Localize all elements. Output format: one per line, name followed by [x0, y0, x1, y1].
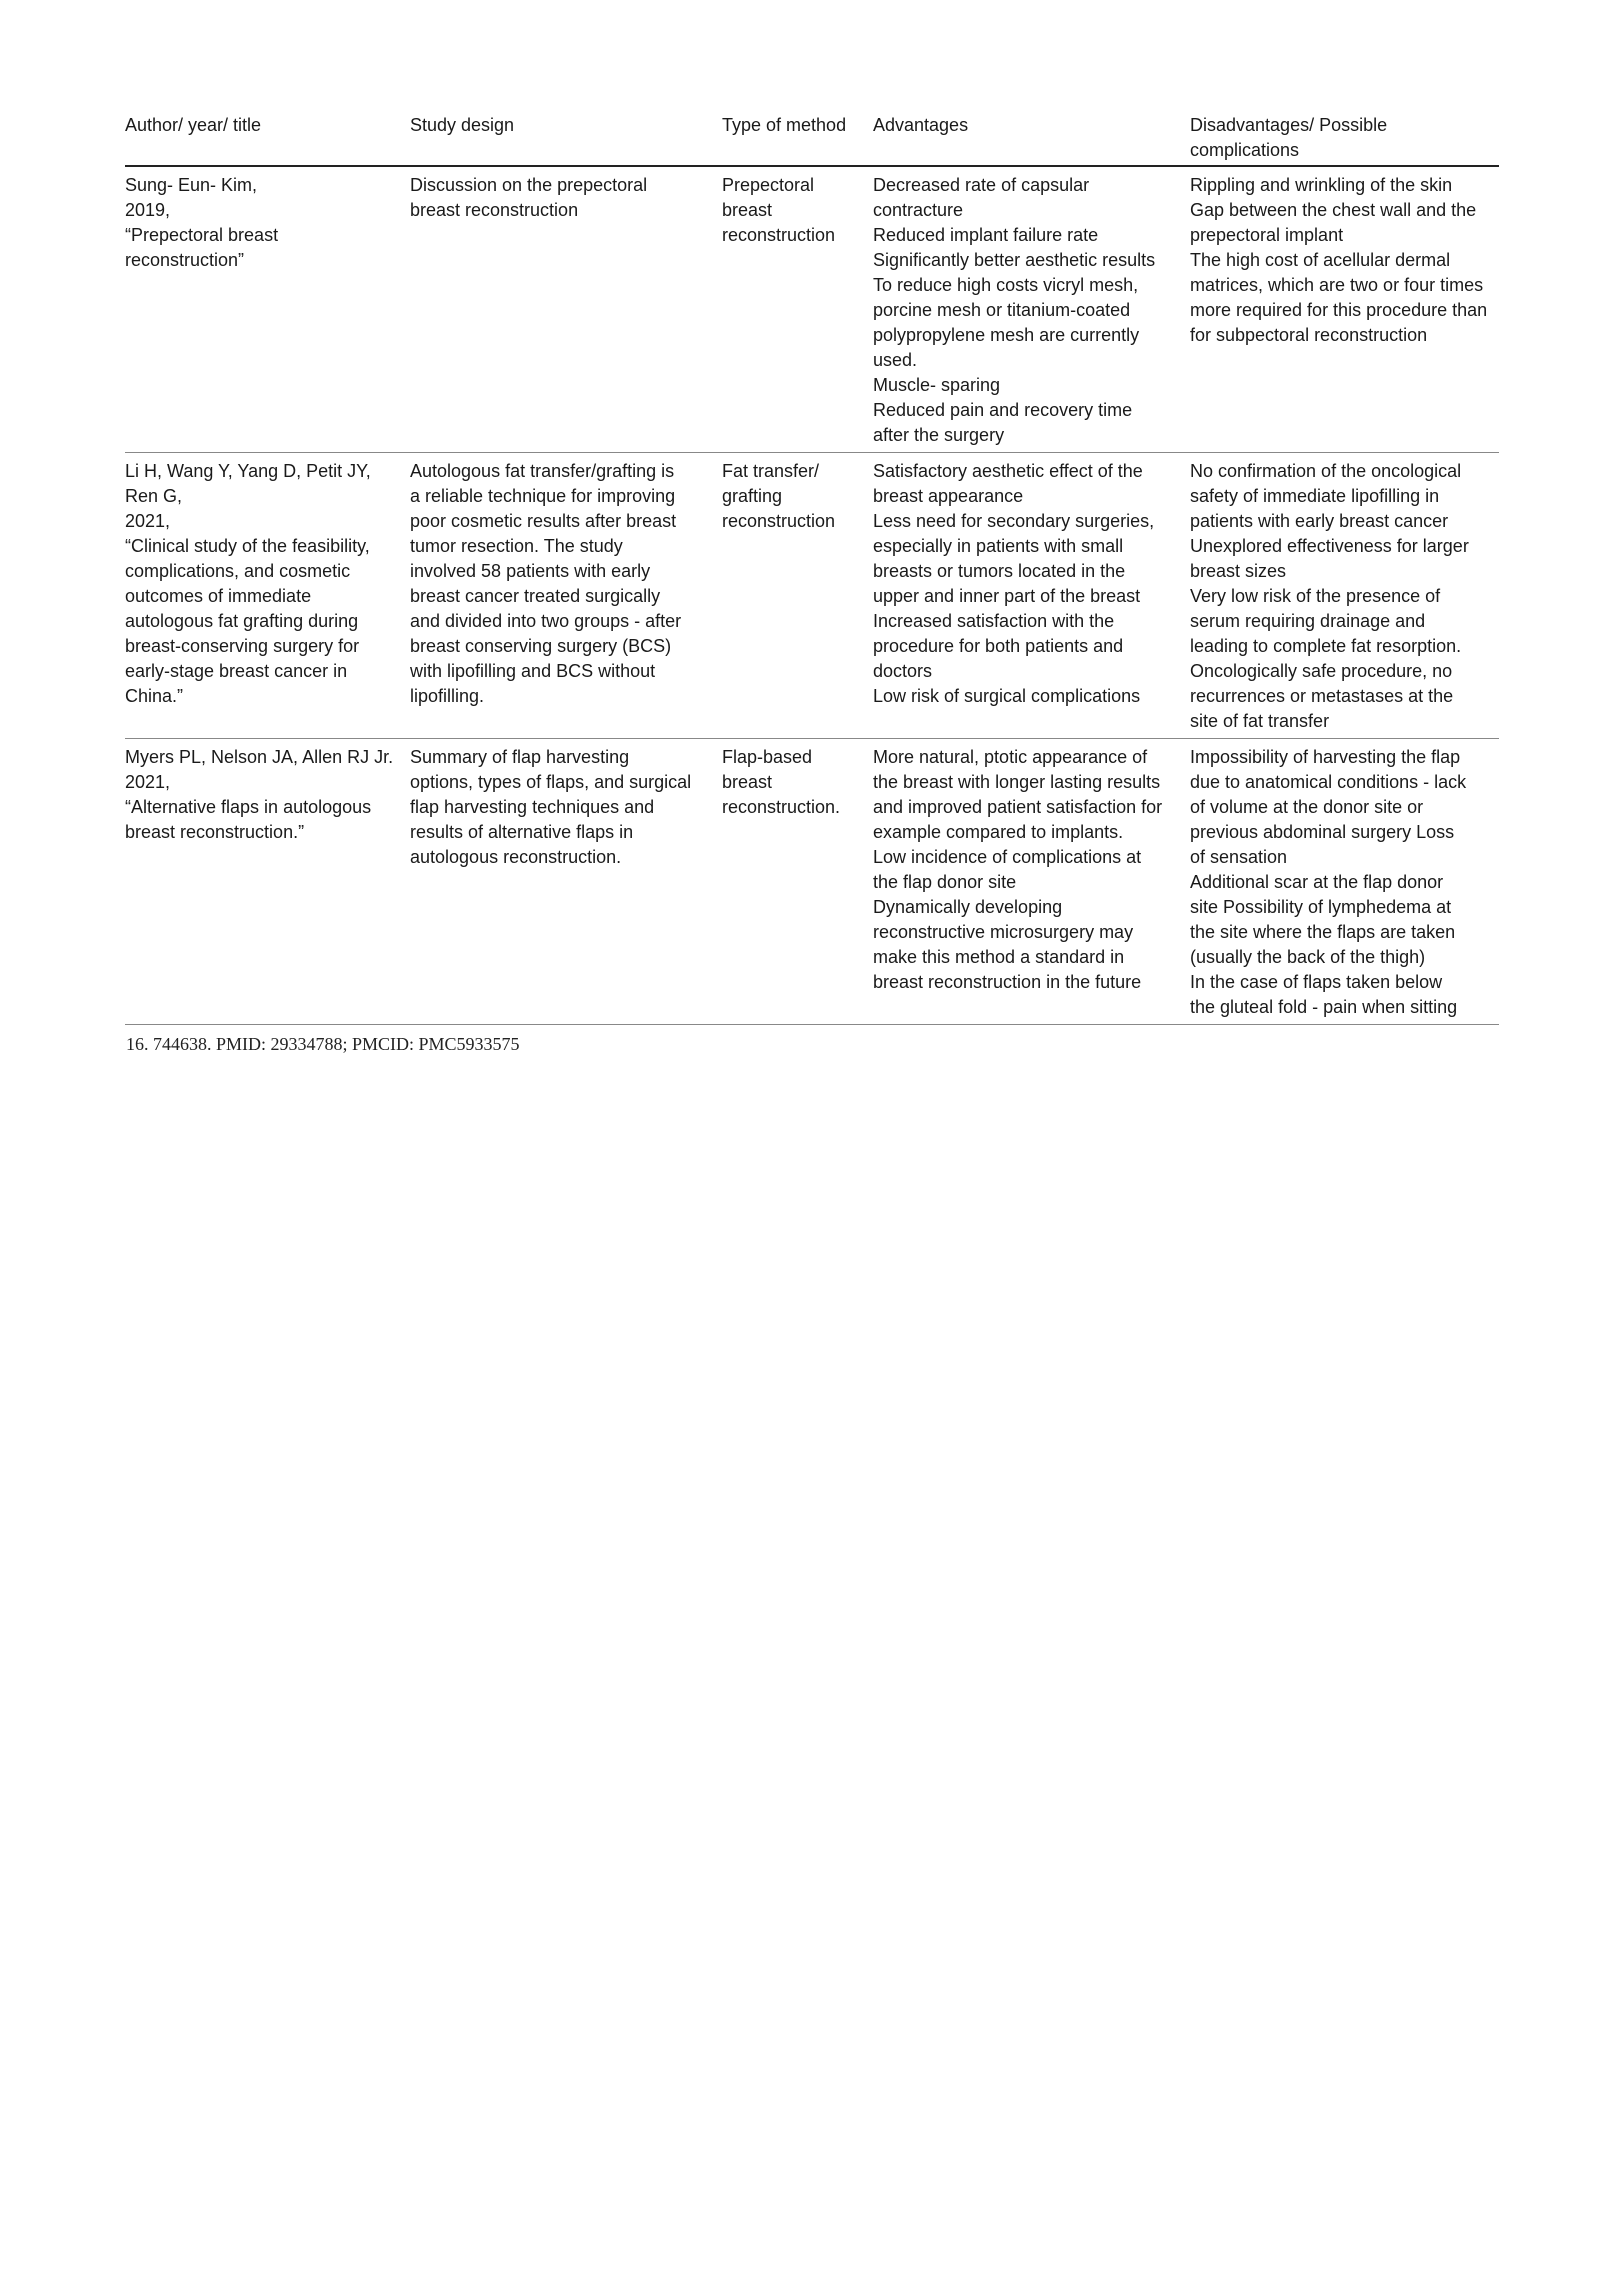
cell-text-line: safety of immediate lipofilling in: [1190, 486, 1440, 506]
cell-text-line: Ren G,: [125, 486, 183, 506]
cell-text-line: flap harvesting techniques and: [410, 797, 655, 817]
cell-text-line: Low risk of surgical complications: [873, 686, 1141, 706]
cell-text-line: previous abdominal surgery Loss: [1190, 822, 1455, 842]
cell-text-line: Dynamically developing: [873, 897, 1063, 917]
cell-text-line: more required for this procedure than: [1190, 300, 1488, 320]
cell-text-line: contracture: [873, 200, 964, 220]
cell-text-line: In the case of flaps taken below: [1190, 972, 1443, 992]
cell-text-line: breast conserving surgery (BCS): [410, 636, 672, 656]
cell-text-line: example compared to implants.: [873, 822, 1124, 842]
disadvantages-cell: [1190, 739, 1499, 1025]
cell-text-line: reconstructive microsurgery may: [873, 922, 1134, 942]
cell-text-line: with lipofilling and BCS without: [410, 661, 656, 681]
cell-text-line: tumor resection. The study: [410, 536, 623, 556]
cell-text-line: early-stage breast cancer in: [125, 661, 348, 681]
cell-text-line: breast sizes: [1190, 561, 1287, 581]
cell-text-line: for subpectoral reconstruction: [1190, 325, 1428, 345]
cell-text-line: breast: [722, 200, 773, 220]
disadvantages-cell: [1190, 453, 1499, 739]
cell-text-line: 2021,: [125, 511, 171, 531]
cell-text-line: doctors: [873, 661, 933, 681]
study-design-cell: [410, 166, 722, 453]
method-type-cell: [722, 166, 873, 453]
header-row: [125, 111, 1499, 166]
cell-text-line: autologous reconstruction.: [410, 847, 622, 867]
cell-text-line: and divided into two groups - after: [410, 611, 682, 631]
cell-text-line: breast reconstruction.”: [125, 822, 305, 842]
cell-text-line: Impossibility of harvesting the flap: [1190, 747, 1461, 767]
footnote: 16. 744638. PMID: 29334788; PMCID: PMC5933575: [126, 1034, 520, 1054]
table-row: [125, 166, 1499, 453]
cell-text-line: make this method a standard in: [873, 947, 1125, 967]
cell-text-line: outcomes of immediate: [125, 586, 312, 606]
cell-text-line: reconstruction: [722, 225, 836, 245]
cell-text-line: Less need for secondary surgeries,: [873, 511, 1155, 531]
cell-text-line: China.”: [125, 686, 184, 706]
cell-text-line: reconstruction”: [125, 250, 245, 270]
cell-text-line: complications, and cosmetic: [125, 561, 351, 581]
cell-text-line: site of fat transfer: [1190, 711, 1330, 731]
cell-text-line: breast reconstruction: [410, 200, 579, 220]
cell-text-line: results of alternative flaps in: [410, 822, 634, 842]
cell-text-line: Summary of flap harvesting: [410, 747, 630, 767]
cell-text-line: breast-conserving surgery for: [125, 636, 360, 656]
study-design-cell: [410, 739, 722, 1025]
cell-text-line: Rippling and wrinkling of the skin: [1190, 175, 1453, 195]
table-row: [125, 739, 1499, 1025]
cell-text-line: and improved patient satisfaction for: [873, 797, 1163, 817]
cell-text-line: Sung- Eun- Kim,: [125, 175, 258, 195]
disadvantages-cell: [1190, 166, 1499, 453]
cell-text-line: Increased satisfaction with the: [873, 611, 1115, 631]
author-cell: [125, 453, 410, 739]
cell-text-line: the breast with longer lasting results: [873, 772, 1161, 792]
cell-text-line: Reduced implant failure rate: [873, 225, 1099, 245]
cell-text-line: due to anatomical conditions - lack: [1190, 772, 1467, 792]
cell-text-line: breasts or tumors located in the: [873, 561, 1126, 581]
study-design-cell: [410, 453, 722, 739]
cell-text-line: prepectoral implant: [1190, 225, 1344, 245]
cell-text-line: Very low risk of the presence of: [1190, 586, 1441, 606]
cell-text-line: Gap between the chest wall and the: [1190, 200, 1477, 220]
cell-text-line: Discussion on the prepectoral: [410, 175, 648, 195]
cell-text-line: the gluteal fold - pain when sitting: [1190, 997, 1458, 1017]
cell-text-line: Additional scar at the flap donor: [1190, 872, 1444, 892]
cell-text-line: (usually the back of the thigh): [1190, 947, 1426, 967]
cell-text-line: the flap donor site: [873, 872, 1017, 892]
cell-text-line: used.: [873, 350, 918, 370]
header-author: Author/ year/ title: [125, 111, 410, 166]
cell-text-line: matrices, which are two or four times: [1190, 275, 1484, 295]
cell-text-line: “Clinical study of the feasibility,: [125, 536, 370, 556]
cell-text-line: Fat transfer/: [722, 461, 820, 481]
cell-text-line: procedure for both patients and: [873, 636, 1124, 656]
cell-text-line: breast reconstruction in the future: [873, 972, 1142, 992]
cell-text-line: of sensation: [1190, 847, 1288, 867]
cell-text-line: especially in patients with small: [873, 536, 1124, 556]
cell-text-line: Satisfactory aesthetic effect of the: [873, 461, 1143, 481]
cell-text-line: More natural, ptotic appearance of: [873, 747, 1148, 767]
cell-text-line: patients with early breast cancer: [1190, 511, 1449, 531]
header-disadvantages: Disadvantages/ Possible complications: [1190, 111, 1499, 166]
cell-text-line: 2021,: [125, 772, 171, 792]
cell-text-line: breast: [722, 772, 773, 792]
cell-text-line: 2019,: [125, 200, 171, 220]
cell-text-line: porcine mesh or titanium-coated: [873, 300, 1131, 320]
author-cell: [125, 739, 410, 1025]
cell-text-line: poor cosmetic results after breast: [410, 511, 677, 531]
cell-text-line: breast appearance: [873, 486, 1024, 506]
cell-text-line: site Possibility of lymphedema at: [1190, 897, 1452, 917]
method-type-cell: [722, 739, 873, 1025]
table-row: [125, 453, 1499, 739]
author-cell: [125, 166, 410, 453]
advantages-cell: [873, 166, 1190, 453]
table-header: [125, 111, 1499, 166]
header-study-design: Study design: [410, 111, 722, 166]
cell-text-line: Autologous fat transfer/grafting is: [410, 461, 675, 481]
cell-text-line: of volume at the donor site or: [1190, 797, 1424, 817]
cell-text-line: a reliable technique for improving: [410, 486, 676, 506]
cell-text-line: breast cancer treated surgically: [410, 586, 661, 606]
cell-text-line: Reduced pain and recovery time: [873, 400, 1133, 420]
cell-text-line: lipofilling.: [410, 686, 485, 706]
cell-text-line: grafting: [722, 486, 783, 506]
cell-text-line: Muscle- sparing: [873, 375, 1001, 395]
cell-text-line: “Prepectoral breast: [125, 225, 279, 245]
cell-text-line: Li H, Wang Y, Yang D, Petit JY,: [125, 461, 371, 481]
cell-text-line: reconstruction: [722, 511, 836, 531]
cell-text-line: Unexplored effectiveness for larger: [1190, 536, 1469, 556]
cell-text-line: after the surgery: [873, 425, 1005, 445]
cell-text-line: The high cost of acellular dermal: [1190, 250, 1451, 270]
cell-text-line: To reduce high costs vicryl mesh,: [873, 275, 1139, 295]
cell-text-line: Prepectoral: [722, 175, 815, 195]
method-type-cell: [722, 453, 873, 739]
advantages-cell: [873, 453, 1190, 739]
cell-text-line: involved 58 patients with early: [410, 561, 651, 581]
cell-text-line: Myers PL, Nelson JA, Allen RJ Jr.: [125, 747, 394, 767]
cell-text-line: recurrences or metastases at the: [1190, 686, 1454, 706]
cell-text-line: Low incidence of complications at: [873, 847, 1142, 867]
cell-text-line: leading to complete fat resorption.: [1190, 636, 1462, 656]
table-body: [125, 166, 1499, 1025]
cell-text-line: Oncologically safe procedure, no: [1190, 661, 1453, 681]
cell-text-line: serum requiring drainage and: [1190, 611, 1426, 631]
advantages-cell: [873, 739, 1190, 1025]
cell-text-line: the site where the flaps are taken: [1190, 922, 1456, 942]
cell-text-line: reconstruction.: [722, 797, 841, 817]
cell-text-line: upper and inner part of the breast: [873, 586, 1141, 606]
cell-text-line: Decreased rate of capsular: [873, 175, 1090, 195]
cell-text-line: No confirmation of the oncological: [1190, 461, 1462, 481]
cell-text-line: “Alternative flaps in autologous: [125, 797, 372, 817]
header-advantages: Advantages: [873, 111, 1190, 166]
cell-text-line: options, types of flaps, and surgical: [410, 772, 692, 792]
literature-review-table: [125, 111, 1499, 1025]
cell-text-line: autologous fat grafting during: [125, 611, 359, 631]
header-method-type: Type of method: [722, 111, 873, 166]
cell-text-line: polypropylene mesh are currently: [873, 325, 1140, 345]
cell-text-line: Significantly better aesthetic results: [873, 250, 1156, 270]
cell-text-line: Flap-based: [722, 747, 813, 767]
literature-table-container: [125, 111, 1499, 1025]
